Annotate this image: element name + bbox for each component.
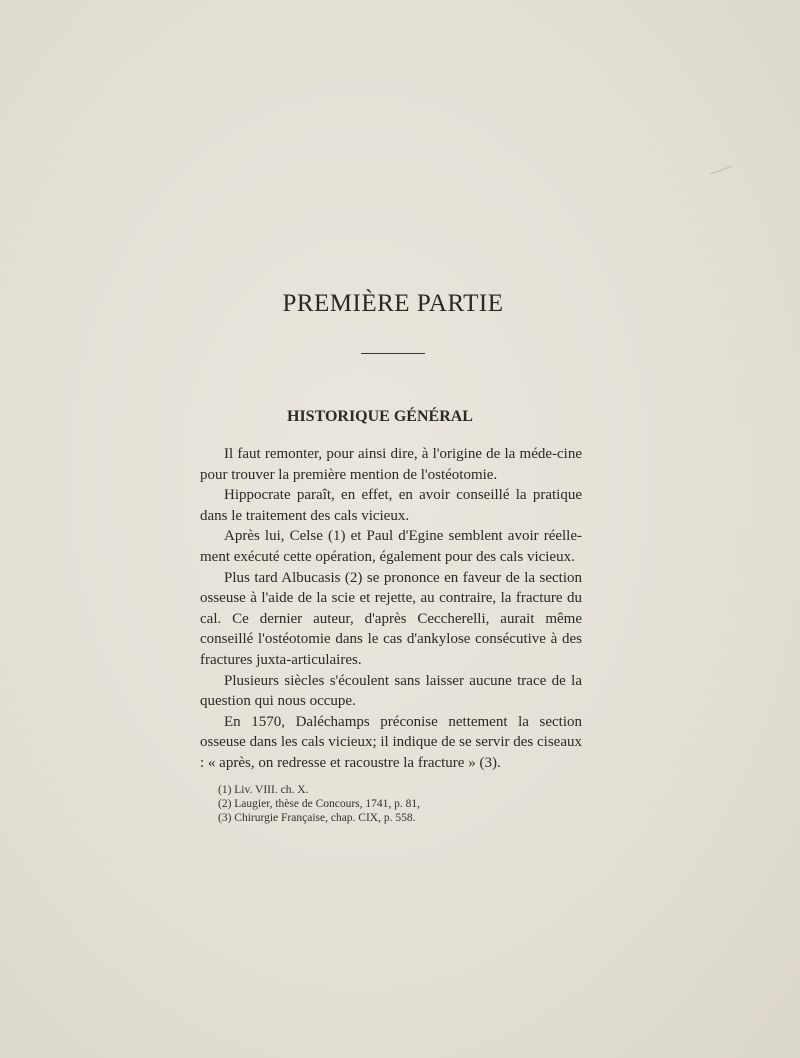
page-mark [707, 157, 731, 175]
paragraph-2: Hippocrate paraît, en effet, en avoir conseillé la pratique dans le traitement des cals vicieux. [200, 487, 582, 524]
footnote-2: (2) Laugier, thèse de Concours, 1741, p. 81, [218, 798, 421, 810]
body-text [200, 444, 582, 774]
section-title: HISTORIQUE GÉNÉRAL [287, 408, 473, 425]
paragraph-5: Plusieurs siècles s'écoulent sans laisser aucune trace de la question qui nous occupe. [200, 672, 582, 710]
footnote-3: (3) Chirurgie Française, chap. CIX, p. 558. [218, 812, 416, 824]
paragraph-1: Il faut remonter, pour ainsi dire, à l'origine de la méde-cine pour trouver la première mention de l'ostéotomie. [200, 446, 582, 483]
paragraph-6: En 1570, Daléchamps préconise nettement la section osseuse dans les cals vicieux; il indique de se servir des ciseaux : « après, on redresse et racoustre la fracture » (3). [200, 713, 582, 771]
paragraph-3: Après lui, Celse (1) et Paul d'Egine semblent avoir réelle-ment exécuté cette opération, également pour des cals vicieux. [200, 528, 582, 565]
footnotes [218, 783, 578, 825]
title-divider [361, 353, 425, 354]
footnote-1: (1) Liv. VIII. ch. X. [218, 784, 309, 796]
part-title: PREMIÈRE PARTIE [282, 290, 504, 317]
paragraph-4: Plus tard Albucasis (2) se prononce en faveur de la section osseuse à l'aide de la scie et rejette, au contraire, la fracture du cal. Ce dernier auteur, d'après Ceccherelli, aurait même conseillé l'ostéotomie dans le cas d'ankylose consécutive à des fractures juxta-articulaires. [200, 569, 582, 668]
